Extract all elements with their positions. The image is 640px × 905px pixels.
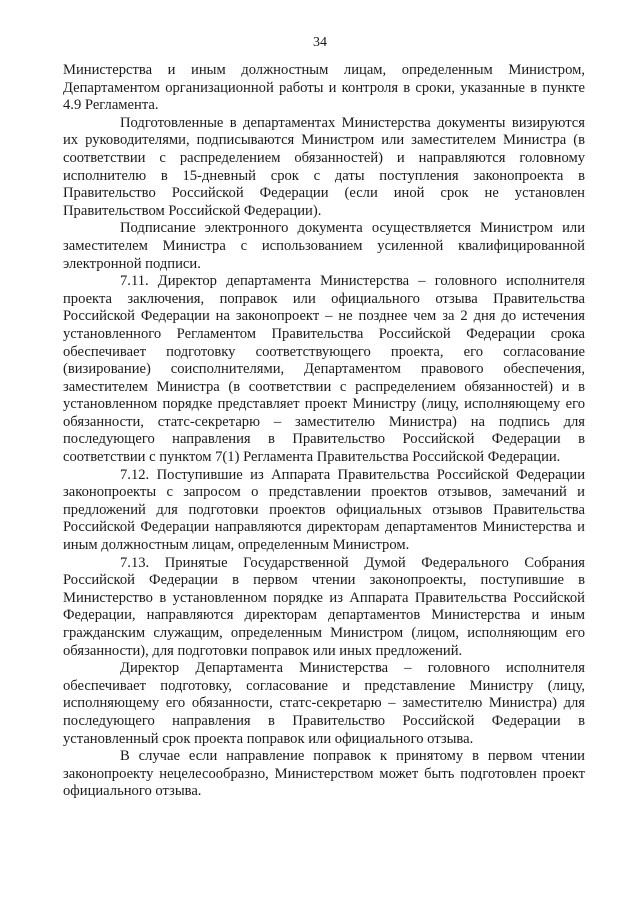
paragraph-last: В случае если направление поправок к принятому в первом чтении законопроекту нецелесообразно, Министерством может быть подготовлен проект официального отзыва. — [63, 748, 585, 800]
paragraph-7-13: 7.13. Принятые Государственной Думой Федерального Собрания Российской Федерации в первом чтении законопроекты, поступившие в Министерство в установленном порядке из Аппарата Правительства Российской Федерации, направляются директорам департаментов Министерства и иным гражданским служащим, определенным Министром (лицом, исполняющим его обязанности), для подготовки поправок или иных предложений. — [63, 554, 585, 659]
document-body — [63, 62, 585, 801]
paragraph-7-12: 7.12. Поступившие из Аппарата Правительства Российской Федерации законопроекты с запросом о представлении проектов отзывов, замечаний и предложений для подготовки проектов официальных отзывов Правительства Российской Федерации направляются директорам департаментов Министерства и иным должностным лицам, определенным Министром. — [63, 466, 585, 554]
paragraph-3: Подписание электронного документа осуществляется Министром или заместителем Министра с использованием усиленной квалифицированной электронной подписи. — [63, 220, 585, 272]
paragraph-2: Подготовленные в департаментах Министерства документы визируются их руководителями, подписываются Министром или заместителем Министра (в соответствии с распределением обязанностей) и направляются головному исполнителю в 15-дневный срок с даты поступления законопроекта в Правительство Российской Федерации (если иной срок не установлен Правительством Российской Федерации). — [63, 114, 585, 219]
page-number: 34 — [313, 35, 327, 50]
paragraph-7-11: 7.11. Директор департамента Министерства – головного исполнителя проекта заключения, поправок или официального отзыва Правительства Российской Федерации на законопроект – не позднее чем за 2 дня до истечения установленного Регламентом Правительства Российской Федерации срока обеспечивает подготовку соответствующего проекта, его согласование (визирование) соисполнителями, Департаментом правового обеспечения, заместителем Министра (в соответствии с распределением обязанностей) и в установленном порядке представляет проект Министру (лицу, исполняющему его обязанности, статс-секретарю – заместителю Министра) на подпись для последующего направления в Правительство Российской Федерации в соответствии с пунктом 7(1) Регламента Правительства Российской Федерации. — [63, 273, 585, 466]
paragraph-director: Директор Департамента Министерства – головного исполнителя обеспечивает подготовку, согласование и представление Министру (лицу, исполняющему его обязанности, статс-секретарю – заместителю Министра) для последующего направления в Правительство Российской Федерации в установленный срок проекта поправок или официального отзыва. — [63, 660, 585, 747]
paragraph-1: Министерства и иным должностным лицам, определенным Министром, Департаментом организационной работы и контроля в сроки, указанные в пункте 4.9 Регламента. — [63, 62, 585, 114]
